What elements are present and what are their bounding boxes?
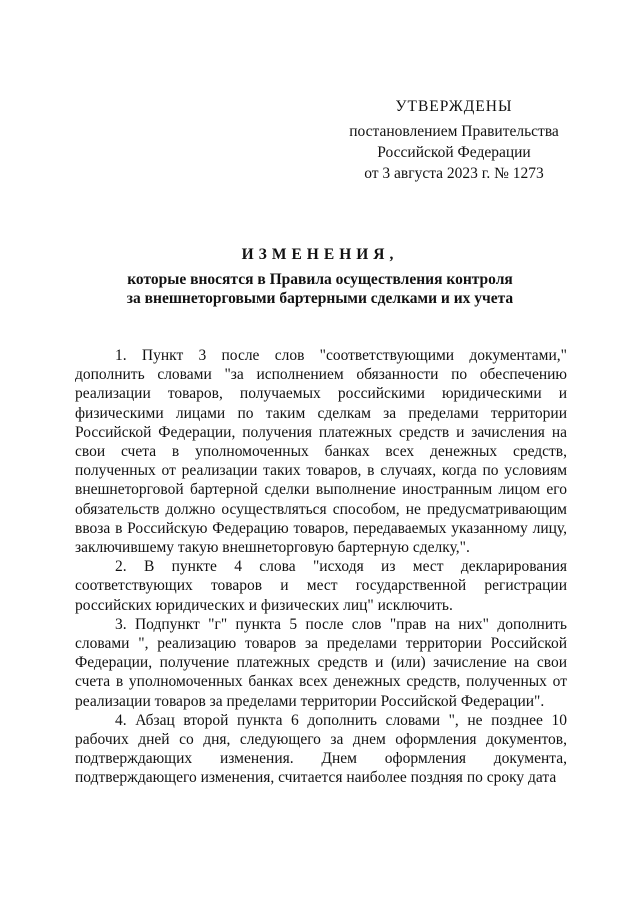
document-body	[75, 346, 567, 788]
paragraph-4: 4. Абзац второй пункта 6 дополнить словами ", не позднее 10 рабочих дней со дня, следующего за днем оформления документов, подтверждающих изменения. Днем оформления документа, подтверждающего изменения, считается наиболее поздняя по сроку дата	[75, 711, 567, 787]
approval-title: УТВЕРЖДЕНЫ	[395, 98, 513, 115]
approval-line-1: постановлением Правительства	[349, 123, 559, 140]
paragraph-1: 1. Пункт 3 после слов "соответствующими документами," дополнить словами "за исполнением обязанности по обеспечению реализации товаров, получаемых российскими юридическими и физическими лицами по таким сделкам за пределами территории Российской Федерации, получения платежных средств и зачисления на свои счета в уполномоченных банках всех денежных средств, полученных от реализации таких товаров, в случаях, когда по условиям внешнеторговой бартерной сделки выполнение иностранным лицом его обязательств должно осуществляться способом, не предусматривающим ввоза в Российскую Федерацию товаров, передаваемых указанному лицу, заключившему такую внешнеторговую бартерную сделку,".	[75, 347, 567, 557]
subtitle-line-2: за внешнеторговыми бартерными сделками и их учета	[126, 290, 514, 307]
document-title: ИЗМЕНЕНИЯ,	[241, 246, 399, 263]
document-subtitle	[70, 270, 570, 308]
subtitle-line-1: которые вносятся в Правила осуществления контроля	[127, 271, 513, 288]
paragraph-3: 3. Подпункт "г" пункта 5 после слов "прав на них" дополнить словами ", реализацию товаров за пределами территории Российской Федерации, получение платежных средств и (или) зачисление на свои счета в уполномоченных банках всех денежных средств, полученных от реализации товаров за пределами территории Российской Федерации".	[75, 615, 567, 710]
approval-line-3: от 3 августа 2023 г. № 1273	[364, 165, 544, 182]
approval-line-2: Российской Федерации	[377, 144, 531, 161]
paragraph-2: 2. В пункте 4 слова "исходя из мест декларирования соответствующих товаров и мест государственной регистрации российских юридических и физических лиц" исключить.	[75, 558, 567, 614]
approval-stamp	[330, 96, 578, 184]
